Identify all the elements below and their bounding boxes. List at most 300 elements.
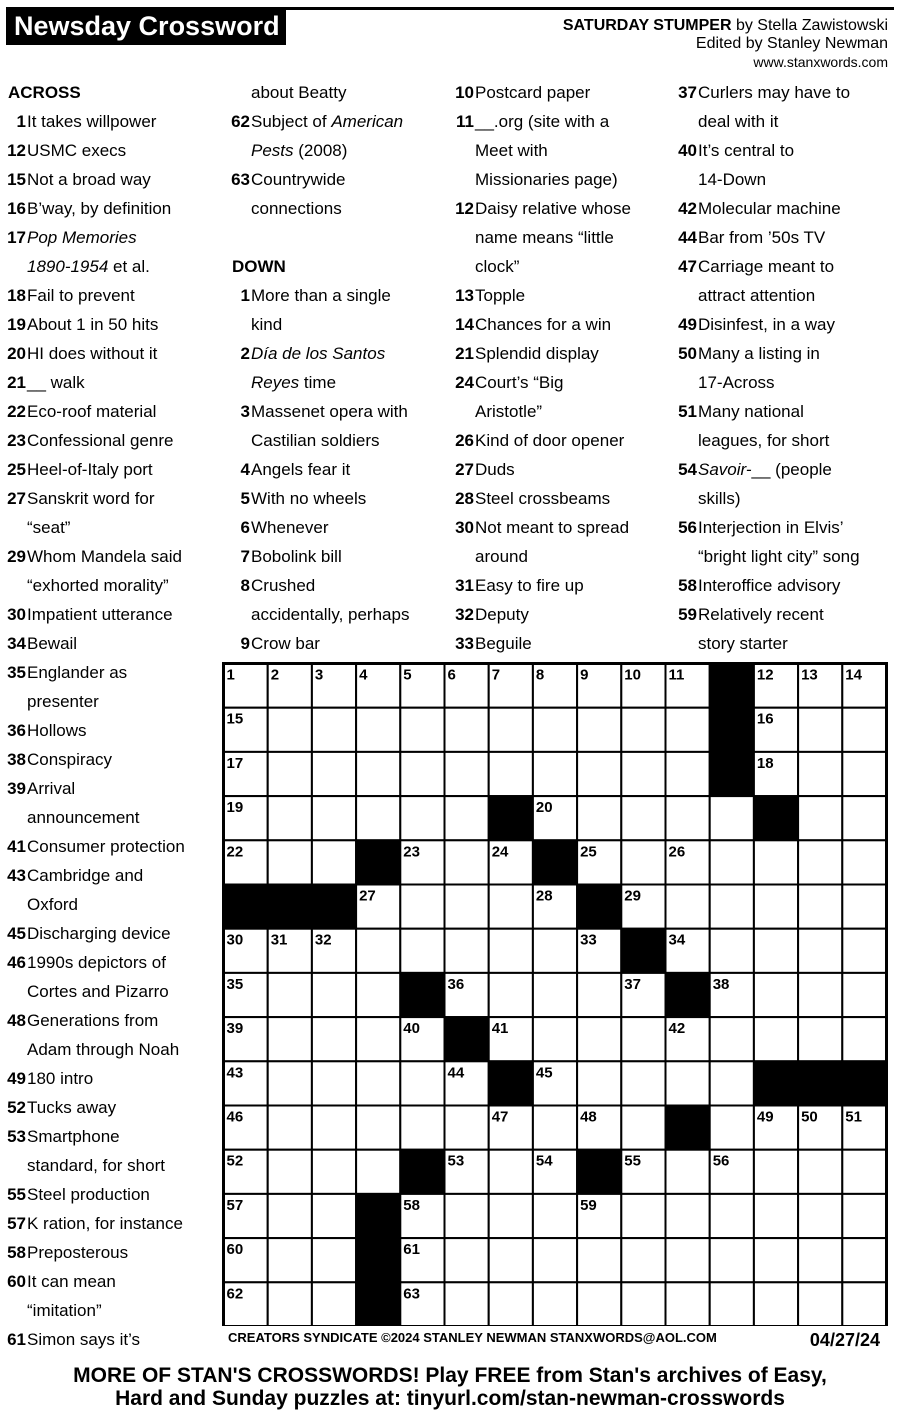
grid-cell[interactable] bbox=[489, 1238, 533, 1282]
grid-cell[interactable] bbox=[268, 973, 312, 1017]
black-square bbox=[445, 1017, 489, 1061]
grid-cell[interactable] bbox=[312, 796, 356, 840]
grid-cell[interactable] bbox=[445, 1194, 489, 1238]
clue-text: Interoffice advisory bbox=[698, 576, 841, 595]
clue-number: 30 bbox=[455, 518, 474, 537]
cell-number: 58 bbox=[403, 1196, 420, 1214]
clue-text: Angels fear it bbox=[251, 460, 351, 479]
grid-cell[interactable] bbox=[533, 973, 577, 1017]
grid-cell[interactable] bbox=[356, 1017, 400, 1061]
clue-number: 27 bbox=[7, 489, 26, 508]
grid-cell[interactable] bbox=[842, 1238, 886, 1282]
clue-text: Steel production bbox=[27, 1185, 150, 1204]
clue-text: 17-Across bbox=[698, 373, 775, 392]
grid-cell[interactable] bbox=[842, 1194, 886, 1238]
clue-text: It’s central to bbox=[698, 141, 795, 160]
puzzle-name: SATURDAY STUMPER bbox=[562, 17, 732, 34]
clue-text: Smartphone bbox=[27, 1127, 120, 1146]
black-square bbox=[710, 664, 754, 708]
grid-cell[interactable] bbox=[356, 1106, 400, 1150]
clue-text: Many national bbox=[698, 402, 804, 421]
black-square bbox=[312, 885, 356, 929]
grid-cell[interactable] bbox=[489, 929, 533, 973]
grid-cell[interactable] bbox=[489, 1282, 533, 1326]
grid-cell[interactable] bbox=[445, 1238, 489, 1282]
cell-number: 1 bbox=[226, 666, 235, 684]
grid-cell[interactable] bbox=[400, 885, 444, 929]
grid-cell[interactable] bbox=[489, 1194, 533, 1238]
clue-text: Confessional genre bbox=[27, 431, 174, 450]
clue-line bbox=[0, 223, 222, 252]
grid-cell[interactable] bbox=[710, 840, 754, 884]
author: by Stella Zawistowski bbox=[735, 17, 888, 34]
clue-line bbox=[0, 1325, 222, 1354]
grid-cell[interactable] bbox=[754, 1150, 798, 1194]
clue-line bbox=[0, 1238, 222, 1267]
clue-line bbox=[224, 107, 446, 136]
grid-cell[interactable] bbox=[577, 973, 621, 1017]
clue-text: Molecular machine bbox=[698, 199, 841, 218]
cell-number: 47 bbox=[491, 1108, 509, 1126]
grid-cell[interactable] bbox=[268, 1238, 312, 1282]
cell-number: 50 bbox=[801, 1108, 818, 1126]
clue-text: around bbox=[475, 547, 528, 566]
grid-cell[interactable] bbox=[666, 708, 710, 752]
black-square bbox=[798, 1061, 842, 1105]
clue-line bbox=[671, 281, 893, 310]
grid-cell[interactable] bbox=[312, 1238, 356, 1282]
grid-cell[interactable] bbox=[400, 752, 444, 796]
grid-cell[interactable] bbox=[400, 796, 444, 840]
clue-text: Many a listing in bbox=[698, 344, 820, 363]
grid-cell[interactable] bbox=[666, 796, 710, 840]
grid-cell[interactable] bbox=[356, 708, 400, 752]
clue-line bbox=[224, 136, 446, 165]
grid-cell[interactable] bbox=[268, 840, 312, 884]
clue-number: 57 bbox=[7, 1214, 26, 1233]
clue-text: accidentally, perhaps bbox=[251, 605, 410, 624]
grid-cell[interactable] bbox=[666, 1061, 710, 1105]
grid-cell[interactable] bbox=[312, 840, 356, 884]
clue-number: 60 bbox=[7, 1272, 26, 1291]
grid-cell[interactable] bbox=[533, 929, 577, 973]
grid-cell[interactable] bbox=[621, 1017, 665, 1061]
clue-text: Daisy relative whose bbox=[475, 199, 631, 218]
grid-cell[interactable] bbox=[445, 1282, 489, 1326]
clue-number: 4 bbox=[240, 460, 250, 479]
grid-cell[interactable] bbox=[268, 1150, 312, 1194]
grid-cell[interactable] bbox=[710, 796, 754, 840]
grid-cell[interactable] bbox=[312, 1106, 356, 1150]
grid-cell[interactable] bbox=[445, 885, 489, 929]
clue-text: Duds bbox=[475, 460, 515, 479]
black-square bbox=[356, 1194, 400, 1238]
grid-cell[interactable] bbox=[400, 1106, 444, 1150]
clue-text: Día de los Santos bbox=[251, 344, 386, 363]
grid-cell[interactable] bbox=[312, 1061, 356, 1105]
cell-number: 24 bbox=[491, 843, 509, 861]
grid-cell[interactable] bbox=[710, 1061, 754, 1105]
grid-cell[interactable] bbox=[621, 708, 665, 752]
clue-line bbox=[671, 397, 893, 426]
clue-text: Crow bar bbox=[251, 634, 320, 653]
clue-number: 38 bbox=[7, 750, 26, 769]
clue-text: HI does without it bbox=[27, 344, 158, 363]
grid-cell[interactable] bbox=[798, 1150, 842, 1194]
grid-cell[interactable] bbox=[533, 1194, 577, 1238]
grid-cell[interactable] bbox=[621, 1106, 665, 1150]
grid-cell[interactable] bbox=[798, 1194, 842, 1238]
clue-line bbox=[448, 281, 670, 310]
grid-cell[interactable] bbox=[842, 973, 886, 1017]
clue-number: 54 bbox=[678, 460, 697, 479]
grid-cell[interactable] bbox=[445, 1106, 489, 1150]
clue-text: With no wheels bbox=[251, 489, 367, 508]
grid-cell[interactable] bbox=[666, 752, 710, 796]
grid-cell[interactable] bbox=[710, 1282, 754, 1326]
cell-number: 6 bbox=[447, 666, 456, 684]
cell-number: 42 bbox=[668, 1020, 686, 1038]
clue-number: 7 bbox=[240, 547, 250, 566]
clue-text: “exhorted morality” bbox=[27, 576, 169, 595]
grid-cell[interactable] bbox=[710, 1238, 754, 1282]
grid-cell[interactable] bbox=[666, 885, 710, 929]
clue-line bbox=[0, 397, 222, 426]
grid-cell[interactable] bbox=[710, 929, 754, 973]
cell-number: 48 bbox=[580, 1108, 597, 1126]
grid-cell[interactable] bbox=[356, 1150, 400, 1194]
clue-text: Bobolink bill bbox=[251, 547, 342, 566]
clue-line bbox=[0, 1006, 222, 1035]
cell-number: 13 bbox=[801, 666, 818, 684]
grid-cell[interactable] bbox=[621, 1061, 665, 1105]
clue-number: 20 bbox=[7, 344, 26, 363]
grid-cell[interactable] bbox=[577, 752, 621, 796]
grid-cell[interactable] bbox=[533, 1017, 577, 1061]
grid-cell[interactable] bbox=[312, 1194, 356, 1238]
grid-cell[interactable] bbox=[533, 752, 577, 796]
grid-cell[interactable] bbox=[842, 1017, 886, 1061]
grid-cell[interactable] bbox=[666, 1282, 710, 1326]
clue-text: B’way, by definition bbox=[27, 199, 172, 218]
clue-line bbox=[0, 484, 222, 513]
grid-cell[interactable] bbox=[445, 929, 489, 973]
grid-cell[interactable] bbox=[268, 1061, 312, 1105]
grid-cell[interactable] bbox=[798, 1238, 842, 1282]
clue-line bbox=[0, 252, 222, 281]
clue-line bbox=[671, 223, 893, 252]
grid-cell[interactable] bbox=[268, 1282, 312, 1326]
grid-cell[interactable] bbox=[356, 973, 400, 1017]
cell-number: 10 bbox=[624, 666, 641, 684]
clue-line bbox=[0, 1209, 222, 1238]
clue-number: 13 bbox=[455, 286, 474, 305]
black-square bbox=[268, 885, 312, 929]
clue-line bbox=[0, 542, 222, 571]
clue-line bbox=[0, 339, 222, 368]
grid-cell[interactable] bbox=[489, 885, 533, 929]
grid-cell[interactable] bbox=[621, 1238, 665, 1282]
cell-number: 19 bbox=[226, 799, 244, 817]
grid-cell[interactable] bbox=[754, 929, 798, 973]
clue-number: 28 bbox=[455, 489, 474, 508]
clue-text: More than a single bbox=[251, 286, 391, 305]
cell-number: 15 bbox=[226, 710, 244, 728]
clue-text: __ walk bbox=[27, 373, 85, 392]
grid-cell[interactable] bbox=[489, 752, 533, 796]
grid-cell[interactable] bbox=[621, 840, 665, 884]
clue-line bbox=[0, 1035, 222, 1064]
grid-cell[interactable] bbox=[577, 796, 621, 840]
grid-cell[interactable] bbox=[621, 752, 665, 796]
promo-line-1: MORE OF STAN'S CROSSWORDS! Play FREE from Stan's archives of Easy, bbox=[73, 1364, 827, 1387]
clue-text: Postcard paper bbox=[475, 83, 591, 102]
clue-text: Englander as bbox=[27, 663, 128, 682]
grid-cell[interactable] bbox=[754, 1194, 798, 1238]
grid-cell[interactable] bbox=[710, 1106, 754, 1150]
grid-cell[interactable] bbox=[798, 752, 842, 796]
grid-cell[interactable] bbox=[268, 708, 312, 752]
cell-number: 31 bbox=[270, 931, 288, 949]
grid-cell[interactable] bbox=[621, 1194, 665, 1238]
cell-number: 34 bbox=[668, 931, 686, 949]
clue-text: Deputy bbox=[475, 605, 529, 624]
clue-line bbox=[671, 252, 893, 281]
grid-cell[interactable] bbox=[533, 708, 577, 752]
clue-line bbox=[448, 136, 670, 165]
clue-number: 63 bbox=[231, 170, 250, 189]
cell-number: 62 bbox=[226, 1285, 244, 1303]
grid-cell[interactable] bbox=[710, 1017, 754, 1061]
cell-number: 51 bbox=[845, 1108, 862, 1126]
clue-line bbox=[448, 571, 670, 600]
clue-text: Adam through Noah bbox=[27, 1040, 180, 1059]
clue-column-4 bbox=[671, 78, 893, 658]
clue-number: 23 bbox=[7, 431, 26, 450]
grid-cell[interactable] bbox=[842, 929, 886, 973]
grid-cell[interactable] bbox=[400, 708, 444, 752]
clue-text: K ration, for instance bbox=[27, 1214, 183, 1233]
cell-number: 53 bbox=[447, 1152, 465, 1170]
cell-number: 54 bbox=[535, 1152, 553, 1170]
grid-cell[interactable] bbox=[842, 796, 886, 840]
grid-cell[interactable] bbox=[842, 840, 886, 884]
black-square bbox=[710, 752, 754, 796]
clue-text: Hollows bbox=[27, 721, 87, 740]
grid-cell[interactable] bbox=[842, 1282, 886, 1326]
clue-number: 56 bbox=[678, 518, 697, 537]
black-square bbox=[356, 1282, 400, 1326]
clue-text: Pop Memories bbox=[27, 228, 137, 247]
clue-line bbox=[0, 107, 222, 136]
grid-cell[interactable] bbox=[710, 1194, 754, 1238]
cell-number: 29 bbox=[624, 887, 641, 905]
grid-cell[interactable] bbox=[754, 973, 798, 1017]
grid-cell[interactable] bbox=[798, 1282, 842, 1326]
grid-cell[interactable] bbox=[356, 929, 400, 973]
clue-text: Consumer protection bbox=[27, 837, 185, 856]
clue-text: Cortes and Pizarro bbox=[27, 982, 169, 1001]
grid-cell[interactable] bbox=[798, 973, 842, 1017]
cell-number: 16 bbox=[756, 710, 774, 728]
clue-line bbox=[224, 165, 446, 194]
grid-cell[interactable] bbox=[666, 1238, 710, 1282]
grid-cell[interactable] bbox=[356, 752, 400, 796]
grid-cell[interactable] bbox=[268, 1017, 312, 1061]
black-square bbox=[356, 840, 400, 884]
clue-number: 19 bbox=[7, 315, 26, 334]
clue-text: Heel-of-Italy port bbox=[27, 460, 153, 479]
grid-cell[interactable] bbox=[312, 1282, 356, 1326]
grid-cell[interactable] bbox=[666, 1150, 710, 1194]
grid-cell[interactable] bbox=[710, 885, 754, 929]
grid-cell[interactable] bbox=[533, 1238, 577, 1282]
grid-cell[interactable] bbox=[798, 796, 842, 840]
grid-cell[interactable] bbox=[577, 1017, 621, 1061]
clue-number: 50 bbox=[678, 344, 697, 363]
clue-line bbox=[0, 1064, 222, 1093]
grid-cell[interactable] bbox=[312, 973, 356, 1017]
grid-cell[interactable] bbox=[577, 708, 621, 752]
grid-cell[interactable] bbox=[268, 796, 312, 840]
clue-number: 39 bbox=[7, 779, 26, 798]
clue-text: Massenet opera with bbox=[251, 402, 408, 421]
grid-cell[interactable] bbox=[533, 1106, 577, 1150]
clue-number: 55 bbox=[7, 1185, 26, 1204]
clue-text: 1890-1954 et al. bbox=[27, 257, 150, 276]
cell-number: 9 bbox=[580, 666, 589, 684]
black-square bbox=[842, 1061, 886, 1105]
grid-cell[interactable] bbox=[312, 708, 356, 752]
clue-text: Castilian soldiers bbox=[251, 431, 380, 450]
clue-line bbox=[671, 629, 893, 658]
grid-cell[interactable] bbox=[754, 1282, 798, 1326]
grid-cell[interactable] bbox=[489, 1150, 533, 1194]
grid-cell[interactable] bbox=[268, 752, 312, 796]
clue-text: presenter bbox=[27, 692, 99, 711]
grid-cell[interactable] bbox=[798, 1017, 842, 1061]
cell-number: 59 bbox=[580, 1196, 597, 1214]
clue-text: Whom Mandela said bbox=[27, 547, 182, 566]
clue-line bbox=[0, 1151, 222, 1180]
clue-line bbox=[671, 600, 893, 629]
clue-line bbox=[0, 687, 222, 716]
clue-text: Savoir-__ (people bbox=[698, 460, 832, 479]
grid-cell[interactable] bbox=[312, 752, 356, 796]
grid-cell[interactable] bbox=[754, 885, 798, 929]
clue-text: attract attention bbox=[698, 286, 816, 305]
clue-line bbox=[0, 716, 222, 745]
grid-cell[interactable] bbox=[842, 1150, 886, 1194]
clue-text: Missionaries page) bbox=[475, 170, 618, 189]
grid-cell[interactable] bbox=[445, 796, 489, 840]
grid-cell[interactable] bbox=[489, 708, 533, 752]
grid-cell[interactable] bbox=[754, 1017, 798, 1061]
clue-line bbox=[0, 890, 222, 919]
grid-cell[interactable] bbox=[533, 1282, 577, 1326]
grid-cell[interactable] bbox=[268, 1106, 312, 1150]
clue-text: Curlers may have to bbox=[698, 83, 851, 102]
grid-cell[interactable] bbox=[445, 708, 489, 752]
grid-cell[interactable] bbox=[798, 929, 842, 973]
grid-cell[interactable] bbox=[842, 752, 886, 796]
cell-number: 56 bbox=[712, 1152, 730, 1170]
clue-text: About 1 in 50 hits bbox=[27, 315, 159, 334]
clue-number: 40 bbox=[678, 141, 697, 160]
grid-cell[interactable] bbox=[577, 1061, 621, 1105]
clue-line bbox=[224, 542, 446, 571]
clue-text: Splendid display bbox=[475, 344, 599, 363]
clue-text: Eco-roof material bbox=[27, 402, 157, 421]
grid-cell[interactable] bbox=[754, 1238, 798, 1282]
clue-line bbox=[671, 107, 893, 136]
clue-line bbox=[448, 194, 670, 223]
grid-cell[interactable] bbox=[621, 796, 665, 840]
grid-cell[interactable] bbox=[445, 752, 489, 796]
cell-number: 26 bbox=[668, 843, 686, 861]
clue-text: Conspiracy bbox=[27, 750, 113, 769]
grid-cell[interactable] bbox=[268, 1194, 312, 1238]
cell-number: 36 bbox=[447, 975, 465, 993]
grid-cell[interactable] bbox=[798, 840, 842, 884]
cell-number: 11 bbox=[668, 666, 685, 684]
clue-text: Disinfest, in a way bbox=[698, 315, 835, 334]
clue-line bbox=[224, 281, 446, 310]
grid-cell[interactable] bbox=[312, 1150, 356, 1194]
grid-cell[interactable] bbox=[489, 973, 533, 1017]
section-heading-label: DOWN bbox=[232, 257, 286, 276]
grid-cell[interactable] bbox=[400, 1061, 444, 1105]
grid-cell[interactable] bbox=[356, 1061, 400, 1105]
puzzle-date: 04/27/24 bbox=[809, 1330, 880, 1350]
clue-text: Steel crossbeams bbox=[475, 489, 611, 508]
clue-line bbox=[448, 542, 670, 571]
clue-line bbox=[224, 455, 446, 484]
clue-text: Carriage meant to bbox=[698, 257, 835, 276]
grid-cell[interactable] bbox=[312, 1017, 356, 1061]
clue-text: Countrywide bbox=[251, 170, 346, 189]
clue-line bbox=[0, 1296, 222, 1325]
clue-line bbox=[671, 368, 893, 397]
clue-text: leagues, for short bbox=[698, 431, 830, 450]
clue-line bbox=[0, 745, 222, 774]
grid-cell[interactable] bbox=[842, 885, 886, 929]
grid-cell[interactable] bbox=[445, 840, 489, 884]
grid-cell[interactable] bbox=[577, 1282, 621, 1326]
clue-text: 180 intro bbox=[27, 1069, 94, 1088]
grid-cell[interactable] bbox=[666, 1194, 710, 1238]
clue-text: standard, for short bbox=[27, 1156, 165, 1175]
cell-number: 30 bbox=[226, 931, 244, 949]
clue-text: connections bbox=[251, 199, 342, 218]
clue-text: Chances for a win bbox=[475, 315, 612, 334]
clue-line bbox=[448, 223, 670, 252]
clue-line bbox=[224, 397, 446, 426]
cell-number: 60 bbox=[226, 1241, 244, 1259]
clue-text: Interjection in Elvis’ bbox=[698, 518, 844, 537]
grid-cell[interactable] bbox=[356, 796, 400, 840]
grid-cell[interactable] bbox=[754, 840, 798, 884]
grid-cell[interactable] bbox=[621, 1282, 665, 1326]
grid-cell[interactable] bbox=[577, 1238, 621, 1282]
grid-cell[interactable] bbox=[798, 708, 842, 752]
clue-line bbox=[448, 629, 670, 658]
grid-cell[interactable] bbox=[798, 885, 842, 929]
clue-number: 16 bbox=[7, 199, 26, 218]
cell-number: 27 bbox=[359, 887, 376, 905]
grid-cell[interactable] bbox=[842, 708, 886, 752]
grid-cell[interactable] bbox=[400, 929, 444, 973]
